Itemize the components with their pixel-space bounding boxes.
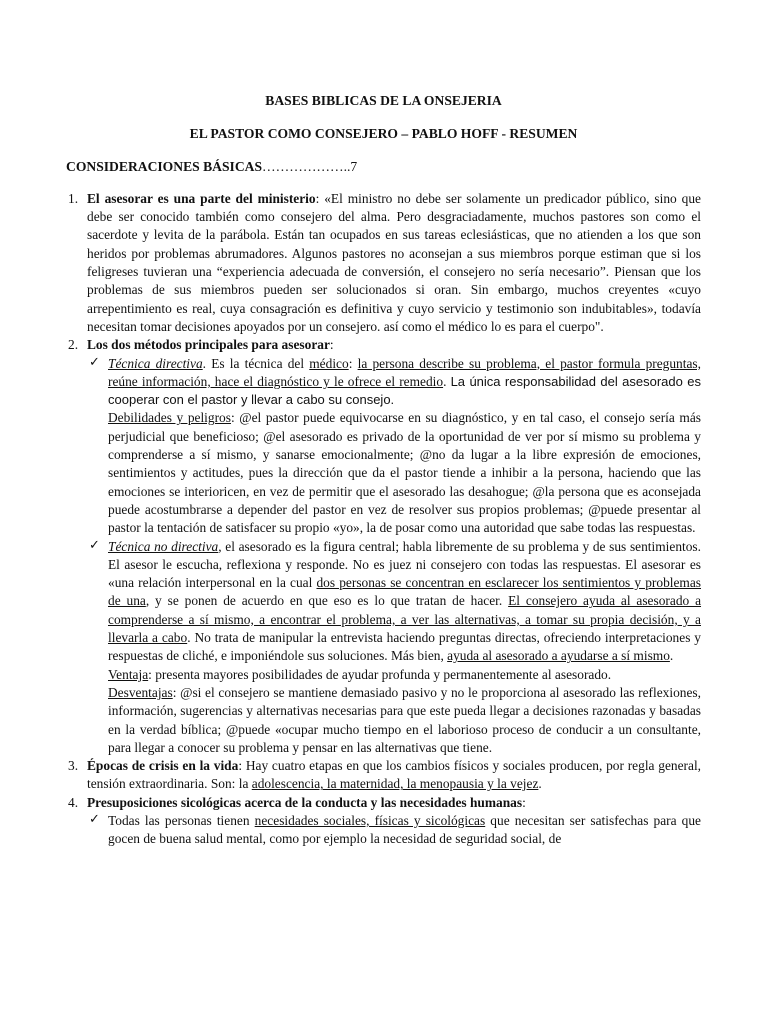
underlined-text: El consejero ayuda al asesorado a comprenderse a sí mismo, a encontrar el problema, a ver las alternativas, a tomar su propia decisión, y a llevarla a cabo <box>108 593 702 646</box>
subitem-nondirective-technique <box>87 538 701 758</box>
section-heading <box>66 158 701 176</box>
term-nondirective: Técnica no directiva <box>108 538 219 554</box>
advantage-text: : presenta mayores posibilidades de ayudar profunda y permanentemente al asesorado. <box>148 666 612 682</box>
checkmark-icon: ✓ <box>89 354 100 370</box>
list-number: 3. <box>68 758 79 774</box>
text-run: , y se ponen de acuerdo en que eso es lo que tratan de hacer. <box>145 593 509 609</box>
section-leader-dots: ……………….. <box>262 158 351 174</box>
list-number: 1. <box>68 190 79 206</box>
underlined-text: ayuda al asesorado a ayudarse a sí mismo <box>447 648 670 664</box>
nondirective-description <box>108 538 701 666</box>
item-colon: : <box>522 794 526 810</box>
list-number: 2. <box>68 337 79 353</box>
checkmark-icon: ✓ <box>89 811 100 827</box>
text-run: . <box>538 776 542 792</box>
document-title: BASES BIBLICAS DE LA ONSEJERIA <box>265 93 502 108</box>
subitem-directive-technique <box>87 355 701 538</box>
list-item-1 <box>66 190 701 336</box>
advantage-label: Ventaja <box>108 666 149 682</box>
directive-description <box>108 355 701 410</box>
text-run: que necesitan ser satisfechas para que gocen de buena salud mental, como por ejemplo la necesidad de seguridad social, de <box>108 812 701 847</box>
list-number: 4. <box>68 794 79 810</box>
item-text: : Hay cuatro etapas en que los cambios físicos y sociales producen, por regla general, tensión extraordinaria. Son: la <box>87 758 702 792</box>
text-run: , el asesorado es la figura central; habla libremente de su problema y de sus sentimientos. El asesor le escucha, reflexiona y responde. No es juez ni consejero con todas las respuestas. El asesorar es «una relación interpersonal en la cual <box>108 538 701 591</box>
needs-paragraph <box>108 812 701 849</box>
item-colon: : <box>329 337 334 353</box>
list-item-2 <box>66 336 701 757</box>
numbered-list <box>66 190 701 849</box>
item-text: : «El ministro no debe ser solamente un predicador público, sino que debe ser conocido también como consejero del alma. Pero desgraciadamente, muchos pastores son como el sacerdote y levita de la parábola. Están tan ocupados en sus tareas eclesiásticas, que no atienden a los que son heridos por problemas abrumadores. Algunos pastores no aconsejan a sus miembros porque estiman que si los feligreses tuvieran una “experiencia adecuada de conversión, el consejero no sería necesario”. Piensan que los problemas de sus miembros pueden ser solucionados si oran. Sin embargo, muchos creyentes «cuyo arrepentimiento es real, cuya consagración es definitiva y cuyo servicio y testimonio son indubitables», todavía necesitan tomar decisiones apoyados por un consejero. así como el médico lo es para el cuerpo". <box>87 190 701 334</box>
checkmark-icon: ✓ <box>89 537 100 553</box>
item-heading: El asesorar es una parte del ministerio <box>87 190 316 206</box>
weaknesses-paragraph <box>108 409 701 537</box>
text-run: . Es la técnica del <box>202 355 310 371</box>
item-heading: Los dos métodos principales para asesorar <box>87 337 330 353</box>
item-heading: Presuposiciones sicológicas acerca de la conducta y las necesidades humanas <box>87 794 523 810</box>
text-run: Todas las personas tienen <box>108 812 255 828</box>
section-title: CONSIDERACIONES BÁSICAS <box>66 158 263 174</box>
underlined-text: médico <box>309 355 349 371</box>
disadvantages-paragraph <box>108 684 701 757</box>
subitem-human-needs <box>87 812 701 849</box>
item-heading: Épocas de crisis en la vida <box>87 758 239 774</box>
underlined-text: adolescencia, la maternidad, la menopausia y la vejez <box>251 776 539 792</box>
advantage-paragraph <box>108 666 701 684</box>
underlined-text: la persona describe su problema, el pastor formula preguntas, reúne información, hace el diagnóstico y le ofrece el remedio <box>108 355 701 389</box>
disadvantages-label: Desventajas <box>108 684 173 700</box>
section-page-number: 7 <box>350 158 358 174</box>
list-item-3 <box>66 757 701 794</box>
text-run: . <box>669 648 674 664</box>
text-run: La única responsabilidad del asesorado es cooperar con el pastor y llevar a cabo su consejo. <box>108 373 701 408</box>
weaknesses-label: Debilidades y peligros <box>108 410 231 426</box>
weaknesses-text: : @el pastor puede equivocarse en su diagnóstico, y en tal caso, el consejo sería más perjudicial que beneficioso; @el asesorado es privado de la oportunidad de ver por sí mismo su problema y comprenderse a sí mismo, y sanarse emocionalmente; @no da lugar a la libre expresión de emociones, sentimientos y actitudes, pues la dirección que da el pastor tiende a inhibir a la persona, haciendo que las emociones se interioricen, en vez de permitir que el asesorado las desahogue; @la persona que es aconsejada puede acostumbrarse a depender del pastor en vez de resolver sus propios problemas; @puede presentar al pastor la tentación de satisfacer su propio «yo», la de posar como una autoridad que sabe todas las respuestas. <box>108 410 701 536</box>
text-run: : <box>348 355 358 371</box>
underlined-text: necesidades sociales, físicas y sicológicas <box>254 812 486 828</box>
document-subtitle: EL PASTOR COMO CONSEJERO – PABLO HOFF - RESUMEN <box>189 126 578 142</box>
underlined-text: dos personas se concentran en esclarecer los sentimientos y problemas de una <box>108 575 701 609</box>
list-item-4 <box>66 794 701 849</box>
term-directive: Técnica directiva <box>108 355 203 371</box>
disadvantages-text: : @si el consejero se mantiene demasiado pasivo y no le proporciona al asesorado las reflexiones, información, sugerencias y alternativas necesarias para que este pueda llegar a decisiones razonadas y basadas en la verdad bíblica; @puede «ocupar mucho tiempo en el laborioso proceso de conducir a un consultante, para llegar a conocer su problema y pensar en las alternativas que tiene. <box>108 684 701 755</box>
text-run: . No trata de manipular la entrevista haciendo preguntas directas, ofreciendo interpretaciones y respuestas de cliché, e imponiéndole sus soluciones. Más bien, <box>108 630 702 664</box>
text-run: . <box>443 373 451 389</box>
